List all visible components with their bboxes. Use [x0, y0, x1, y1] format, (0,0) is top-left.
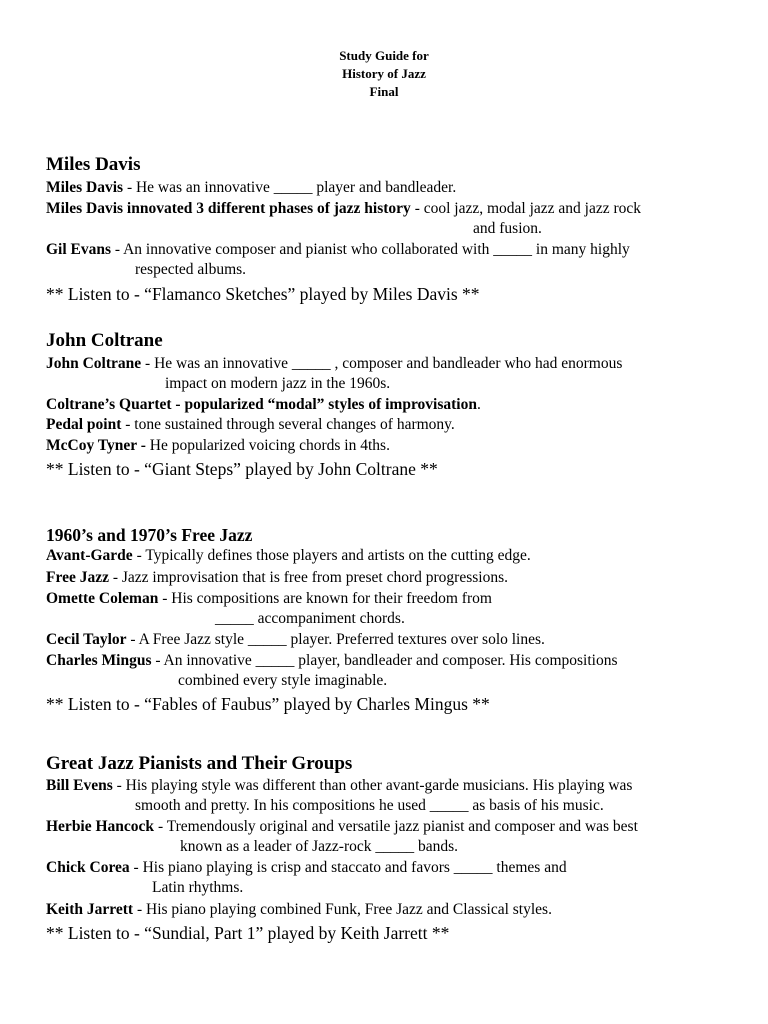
term: Pedal point — [46, 416, 122, 433]
doc-title-line-1: Study Guide for — [339, 48, 429, 63]
entry-continuation: _____ accompaniment chords. — [215, 610, 405, 627]
entry-continuation: respected albums. — [135, 261, 247, 278]
term: Avant-Garde — [46, 547, 133, 564]
entry-gil-evans — [46, 240, 630, 260]
entry-mccoy-tyner — [46, 436, 390, 456]
term: Charles Mingus — [46, 652, 152, 669]
term: Free Jazz — [46, 569, 109, 586]
term: Omette Coleman — [46, 590, 159, 607]
term: Bill Evens — [46, 777, 113, 794]
listen-note-jarrett: ** Listen to - “Sundial, Part 1” played by Keith Jarrett ** — [46, 923, 450, 943]
section-heading-jazz-pianists: Great Jazz Pianists and Their Groups — [46, 753, 353, 774]
section-heading-miles-davis: Miles Davis — [46, 154, 141, 175]
entry-miles-phases — [46, 199, 641, 219]
section-heading-john-coltrane: John Coltrane — [46, 330, 163, 351]
entry-coltrane-quartet — [46, 395, 481, 415]
definition: . — [476, 396, 481, 413]
section-heading-free-jazz: 1960’s and 1970’s Free Jazz — [46, 525, 253, 545]
definition: - cool jazz, modal jazz and jazz rock — [410, 200, 642, 217]
entry-continuation: smooth and pretty. In his compositions he used _____ as basis of his music. — [135, 797, 604, 814]
entry-bill-evens — [46, 776, 632, 796]
definition: - His piano playing combined Funk, Free Jazz and Classical styles. — [133, 901, 552, 918]
definition: He popularized voicing chords in 4ths. — [145, 437, 390, 454]
entry-continuation: Latin rhythms. — [152, 879, 244, 896]
entry-omette-coleman — [46, 589, 492, 609]
definition: - His playing style was different than other avant-garde musicians. His playing was — [112, 777, 633, 794]
definition: - His compositions are known for their freedom from — [158, 590, 492, 607]
listen-note-miles: ** Listen to - “Flamanco Sketches” played by Miles Davis ** — [46, 284, 480, 304]
term: Miles Davis innovated 3 different phases of jazz history — [46, 200, 411, 217]
definition: - tone sustained through several changes of harmony. — [121, 416, 455, 433]
entry-charles-mingus — [46, 651, 618, 671]
term: McCoy Tyner - — [46, 437, 146, 454]
entry-cecil-taylor — [46, 630, 545, 650]
doc-title-line-2: History of Jazz — [342, 66, 426, 81]
entry-chick-corea — [46, 858, 567, 878]
entry-pedal-point — [46, 415, 455, 435]
entry-john-coltrane — [46, 354, 622, 374]
definition: - A Free Jazz style _____ player. Preferred textures over solo lines. — [126, 631, 545, 648]
entry-continuation: impact on modern jazz in the 1960s. — [165, 375, 391, 392]
term: Gil Evans — [46, 241, 112, 258]
definition: - His piano playing is crisp and staccato and favors _____ themes and — [129, 859, 567, 876]
definition: - Typically defines those players and artists on the cutting edge. — [132, 547, 531, 564]
term: Herbie Hancock — [46, 818, 155, 835]
term: Keith Jarrett — [46, 901, 134, 918]
term: Cecil Taylor — [46, 631, 127, 648]
term: John Coltrane — [46, 355, 142, 372]
definition: - He was an innovative _____ , composer and bandleader who had enormous — [141, 355, 623, 372]
term: Miles Davis — [46, 179, 124, 196]
entry-continuation: combined every style imaginable. — [178, 672, 388, 689]
entry-continuation: known as a leader of Jazz-rock _____ bands. — [180, 838, 459, 855]
definition: - He was an innovative _____ player and bandleader. — [123, 179, 457, 196]
listen-note-coltrane: ** Listen to - “Giant Steps” played by John Coltrane ** — [46, 459, 438, 479]
entry-avant-garde — [46, 546, 531, 566]
entry-continuation: and fusion. — [473, 220, 542, 237]
entry-free-jazz — [46, 568, 508, 588]
definition: - An innovative _____ player, bandleader and composer. His compositions — [151, 652, 618, 669]
doc-title-line-3: Final — [369, 84, 399, 99]
term: Coltrane’s Quartet - popularized “modal” styles of improvisation — [46, 396, 477, 413]
definition: - Jazz improvisation that is free from preset chord progressions. — [108, 569, 508, 586]
entry-keith-jarrett — [46, 900, 552, 920]
entry-herbie-hancock — [46, 817, 638, 837]
definition: - An innovative composer and pianist who collaborated with _____ in many highly — [111, 241, 630, 258]
term: Chick Corea — [46, 859, 130, 876]
entry-miles-davis — [46, 178, 456, 198]
listen-note-mingus: ** Listen to - “Fables of Faubus” played by Charles Mingus ** — [46, 694, 490, 714]
definition: - Tremendously original and versatile jazz pianist and composer and was best — [154, 818, 638, 835]
